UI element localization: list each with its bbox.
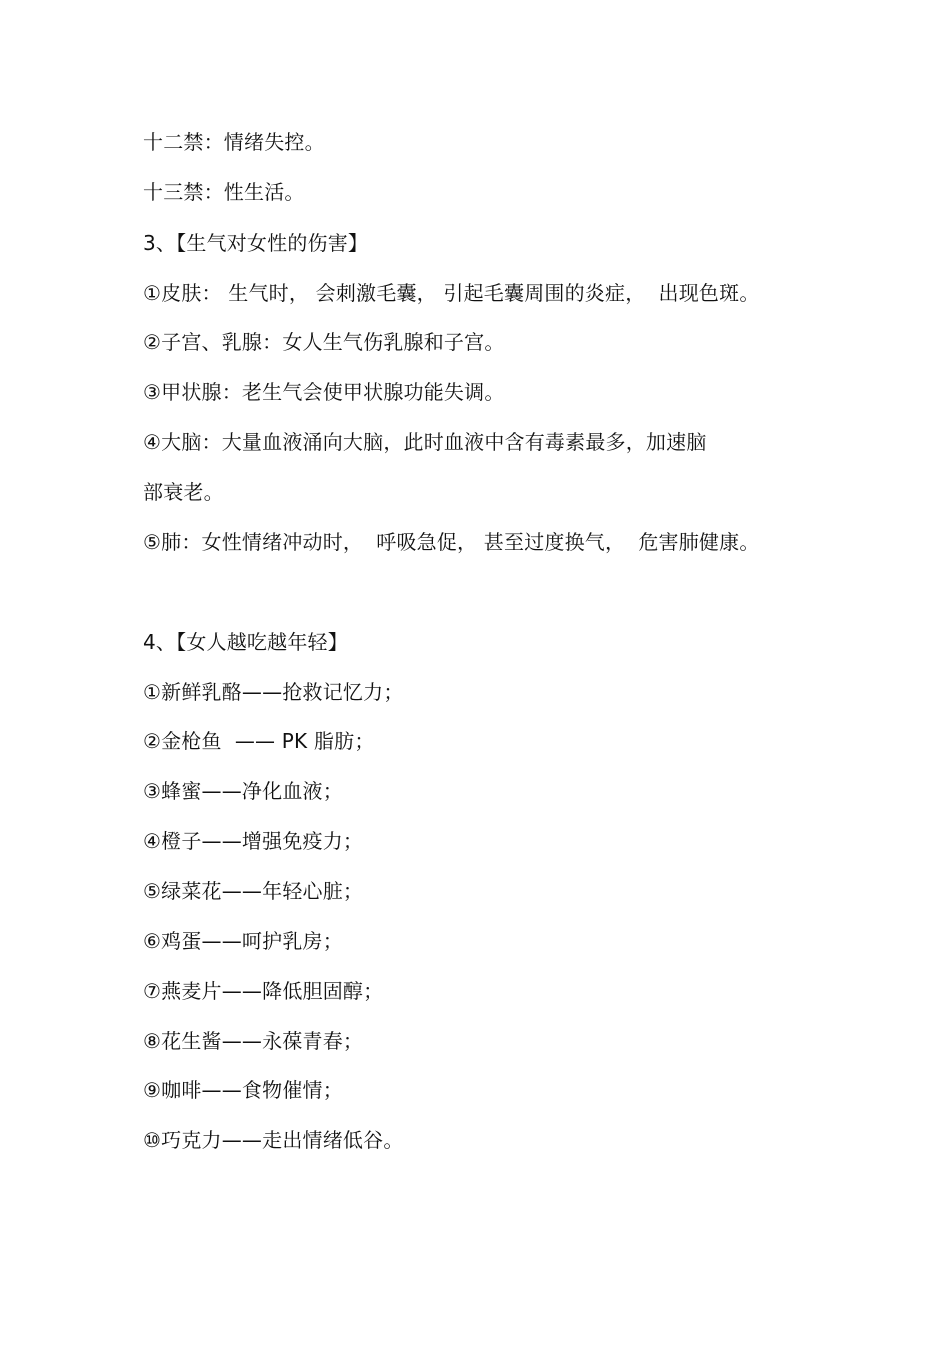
food-item-egg: ⑥鸡蛋——呵护乳房； <box>143 929 343 953</box>
food-item-cheese: ①新鲜乳酪——抢救记忆力； <box>143 680 404 704</box>
food-item-chocolate: ⑩巧克力——走出情绪低谷。 <box>143 1128 404 1152</box>
harm-item-skin: ①皮肤： 生气时， 会刺激毛囊， 引起毛囊周围的炎症， 出现色斑。 <box>143 281 760 305</box>
harm-item-brain-cont: 部衰老。 <box>143 480 224 504</box>
food-item-oatmeal: ⑦燕麦片——降低胆固醇； <box>143 979 384 1003</box>
rule-thirteen: 十三禁：性生活。 <box>143 180 305 204</box>
food-item-coffee: ⑨咖啡——食物催情； <box>143 1078 343 1102</box>
food-item-orange: ④橙子——增强免疫力； <box>143 829 364 853</box>
harm-item-lung: ⑤肺：女性情绪冲动时， 呼吸急促， 甚至过度换气， 危害肺健康。 <box>143 530 760 554</box>
section-heading-3: 3、【生气对女性的伤害】 <box>143 231 369 255</box>
harm-item-uterus: ②子宫、乳腺：女人生气伤乳腺和子宫。 <box>143 330 505 354</box>
food-item-tuna: ②金枪鱼 —— PK 脂肪； <box>143 729 375 753</box>
harm-item-thyroid: ③甲状腺：老生气会使甲状腺功能失调。 <box>143 380 505 404</box>
rule-twelve: 十二禁：情绪失控。 <box>143 130 325 154</box>
food-item-broccoli: ⑤绿菜花——年轻心脏； <box>143 879 364 903</box>
section-heading-4: 4、【女人越吃越年轻】 <box>143 630 348 654</box>
harm-item-brain: ④大脑：大量血液涌向大脑，此时血液中含有毒素最多，加速脑 <box>143 430 707 454</box>
food-item-peanut-butter: ⑧花生酱——永葆青春； <box>143 1029 364 1053</box>
food-item-honey: ③蜂蜜——净化血液； <box>143 779 343 803</box>
